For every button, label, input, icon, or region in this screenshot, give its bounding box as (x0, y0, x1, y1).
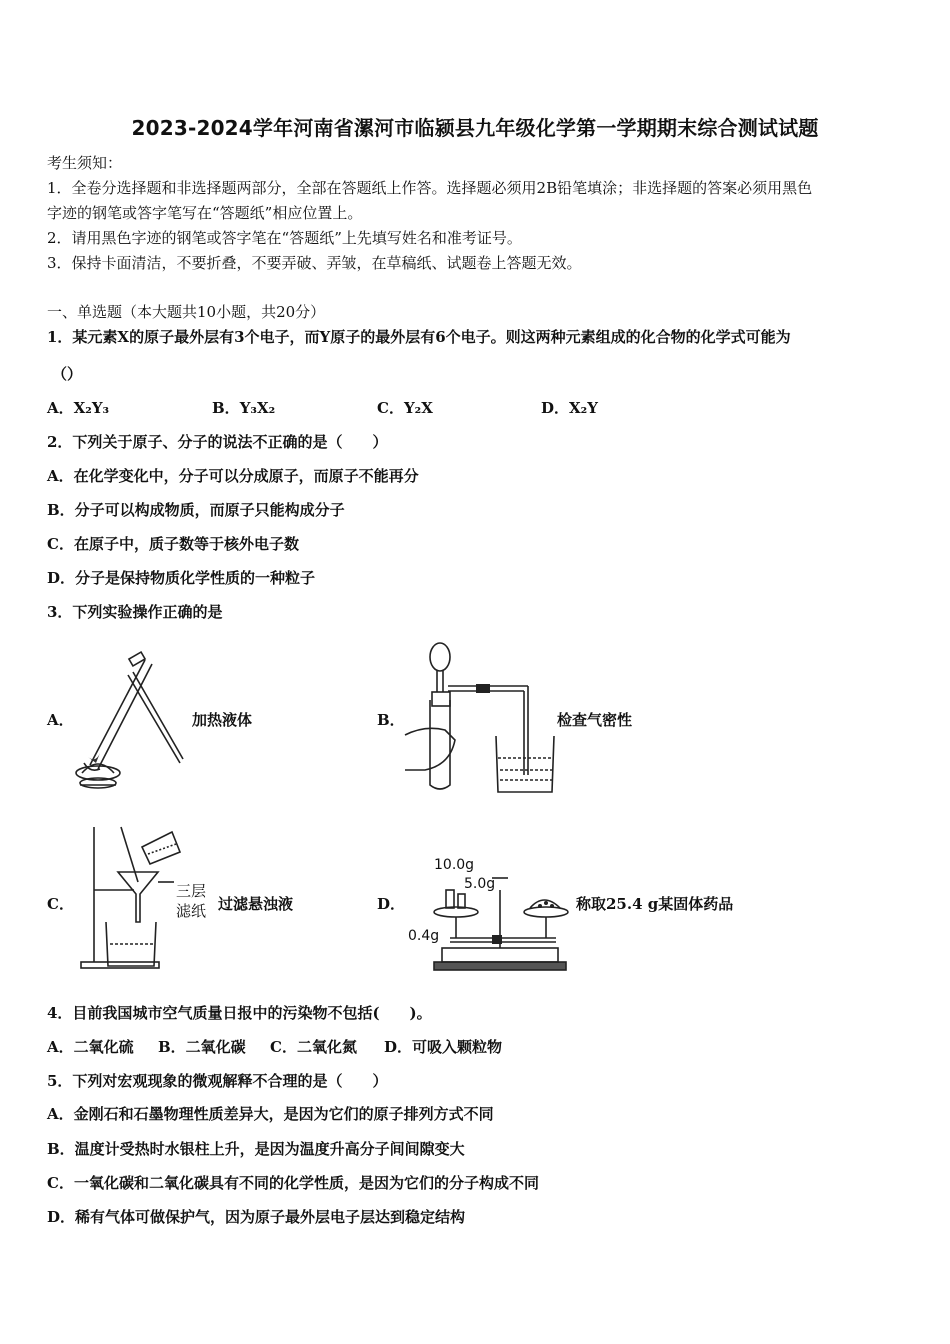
weight-10g-label: 10.0g (434, 857, 475, 873)
filter-paper-label-2: 滤纸 (176, 902, 207, 920)
q2-option-a: A．在化学变化中，分子可以分成原子，而原子不能再分 (47, 467, 419, 485)
notice-line-2: 2．请用黑色字迹的钢笔或答字笔在“答题纸”上先填写姓名和准考证号。 (47, 229, 522, 247)
heating-liquid-figure (70, 645, 185, 795)
q5-stem: 5．下列对宏观现象的微观解释不合理的是（ ） (47, 1072, 388, 1090)
airtightness-check-figure (400, 640, 560, 795)
q3-option-c-caption: 过滤悬浊液 (218, 895, 294, 913)
q2-stem: 2．下列关于原子、分子的说法不正确的是（ ） (47, 433, 388, 451)
rider-weight-label: 0.4g (408, 928, 440, 944)
q1-option-b: B．Y₃X₂ (212, 399, 276, 417)
q5-option-b: B．温度计受热时水银柱上升，是因为温度升高分子间间隙变大 (47, 1140, 465, 1158)
q3-option-b-label: B． (377, 711, 405, 729)
q1-option-a: A．X₂Y₃ (47, 399, 110, 417)
notice-line-1b: 字迹的钢笔或答字笔写在“答题纸”相应位置上。 (47, 204, 363, 222)
q2-option-b: B．分子可以构成物质，而原子只能构成分子 (47, 501, 345, 519)
page-title: 2023-2024学年河南省漯河市临颍县九年级化学第一学期期末综合测试试题 (131, 116, 819, 140)
q1-option-d: D．X₂Y (541, 399, 598, 417)
q3-option-a-label: A． (47, 711, 74, 729)
weight-5g-label: 5.0g (464, 876, 496, 892)
q5-option-d: D．稀有气体可做保护气，因为原子最外层电子层达到稳定结构 (47, 1208, 466, 1226)
q1-option-c: C．Y₂X (377, 399, 433, 417)
q3-option-c-label: C． (47, 895, 74, 913)
q1-stem: 1．某元素X的原子最外层有3个电子，而Y原子的最外层有6个电子。则这两种元素组成的化合物的化学式可能为 (47, 328, 791, 346)
q4-option-d: D．可吸入颗粒物 (384, 1038, 503, 1056)
q5-option-c: C．一氧化碳和二氧化碳具有不同的化学性质，是因为它们的分子构成不同 (47, 1174, 539, 1192)
q3-option-a-caption: 加热液体 (192, 711, 253, 729)
q4-option-c: C．二氧化氮 (270, 1038, 357, 1056)
q3-option-d-caption: 称取25.4 g某固体药品 (576, 895, 734, 913)
notice-line-3: 3．保持卡面清洁，不要折叠，不要弄破、弄皱，在草稿纸、试题卷上答题无效。 (47, 254, 582, 272)
q5-option-a: A．金刚石和石墨物理性质差异大，是因为它们的原子排列方式不同 (47, 1105, 494, 1123)
q3-option-d-label: D． (377, 895, 406, 913)
filter-paper-label-1: 三层 (176, 882, 207, 900)
q1-paren: （） (52, 365, 83, 383)
q3-option-b-caption: 检查气密性 (557, 711, 633, 729)
q4-stem: 4．目前我国城市空气质量日报中的污染物不包括( )。 (47, 1004, 432, 1022)
q4-option-b: B．二氧化碳 (158, 1038, 246, 1056)
q3-stem: 3．下列实验操作正确的是 (47, 603, 223, 621)
notice-line-1: 1．全卷分选择题和非选择题两部分，全部在答题纸上作答。选择题必须用2B铅笔填涂；非选择题的答案必须用黑色 (47, 179, 813, 197)
notice-heading: 考生须知： (47, 154, 123, 172)
q2-option-c: C．在原子中，质子数等于核外电子数 (47, 535, 299, 553)
q2-option-d: D．分子是保持物质化学性质的一种粒子 (47, 569, 316, 587)
section-heading: 一、单选题（本大题共10小题，共20分） (47, 303, 326, 321)
q4-option-a: A．二氧化硫 (47, 1038, 134, 1056)
